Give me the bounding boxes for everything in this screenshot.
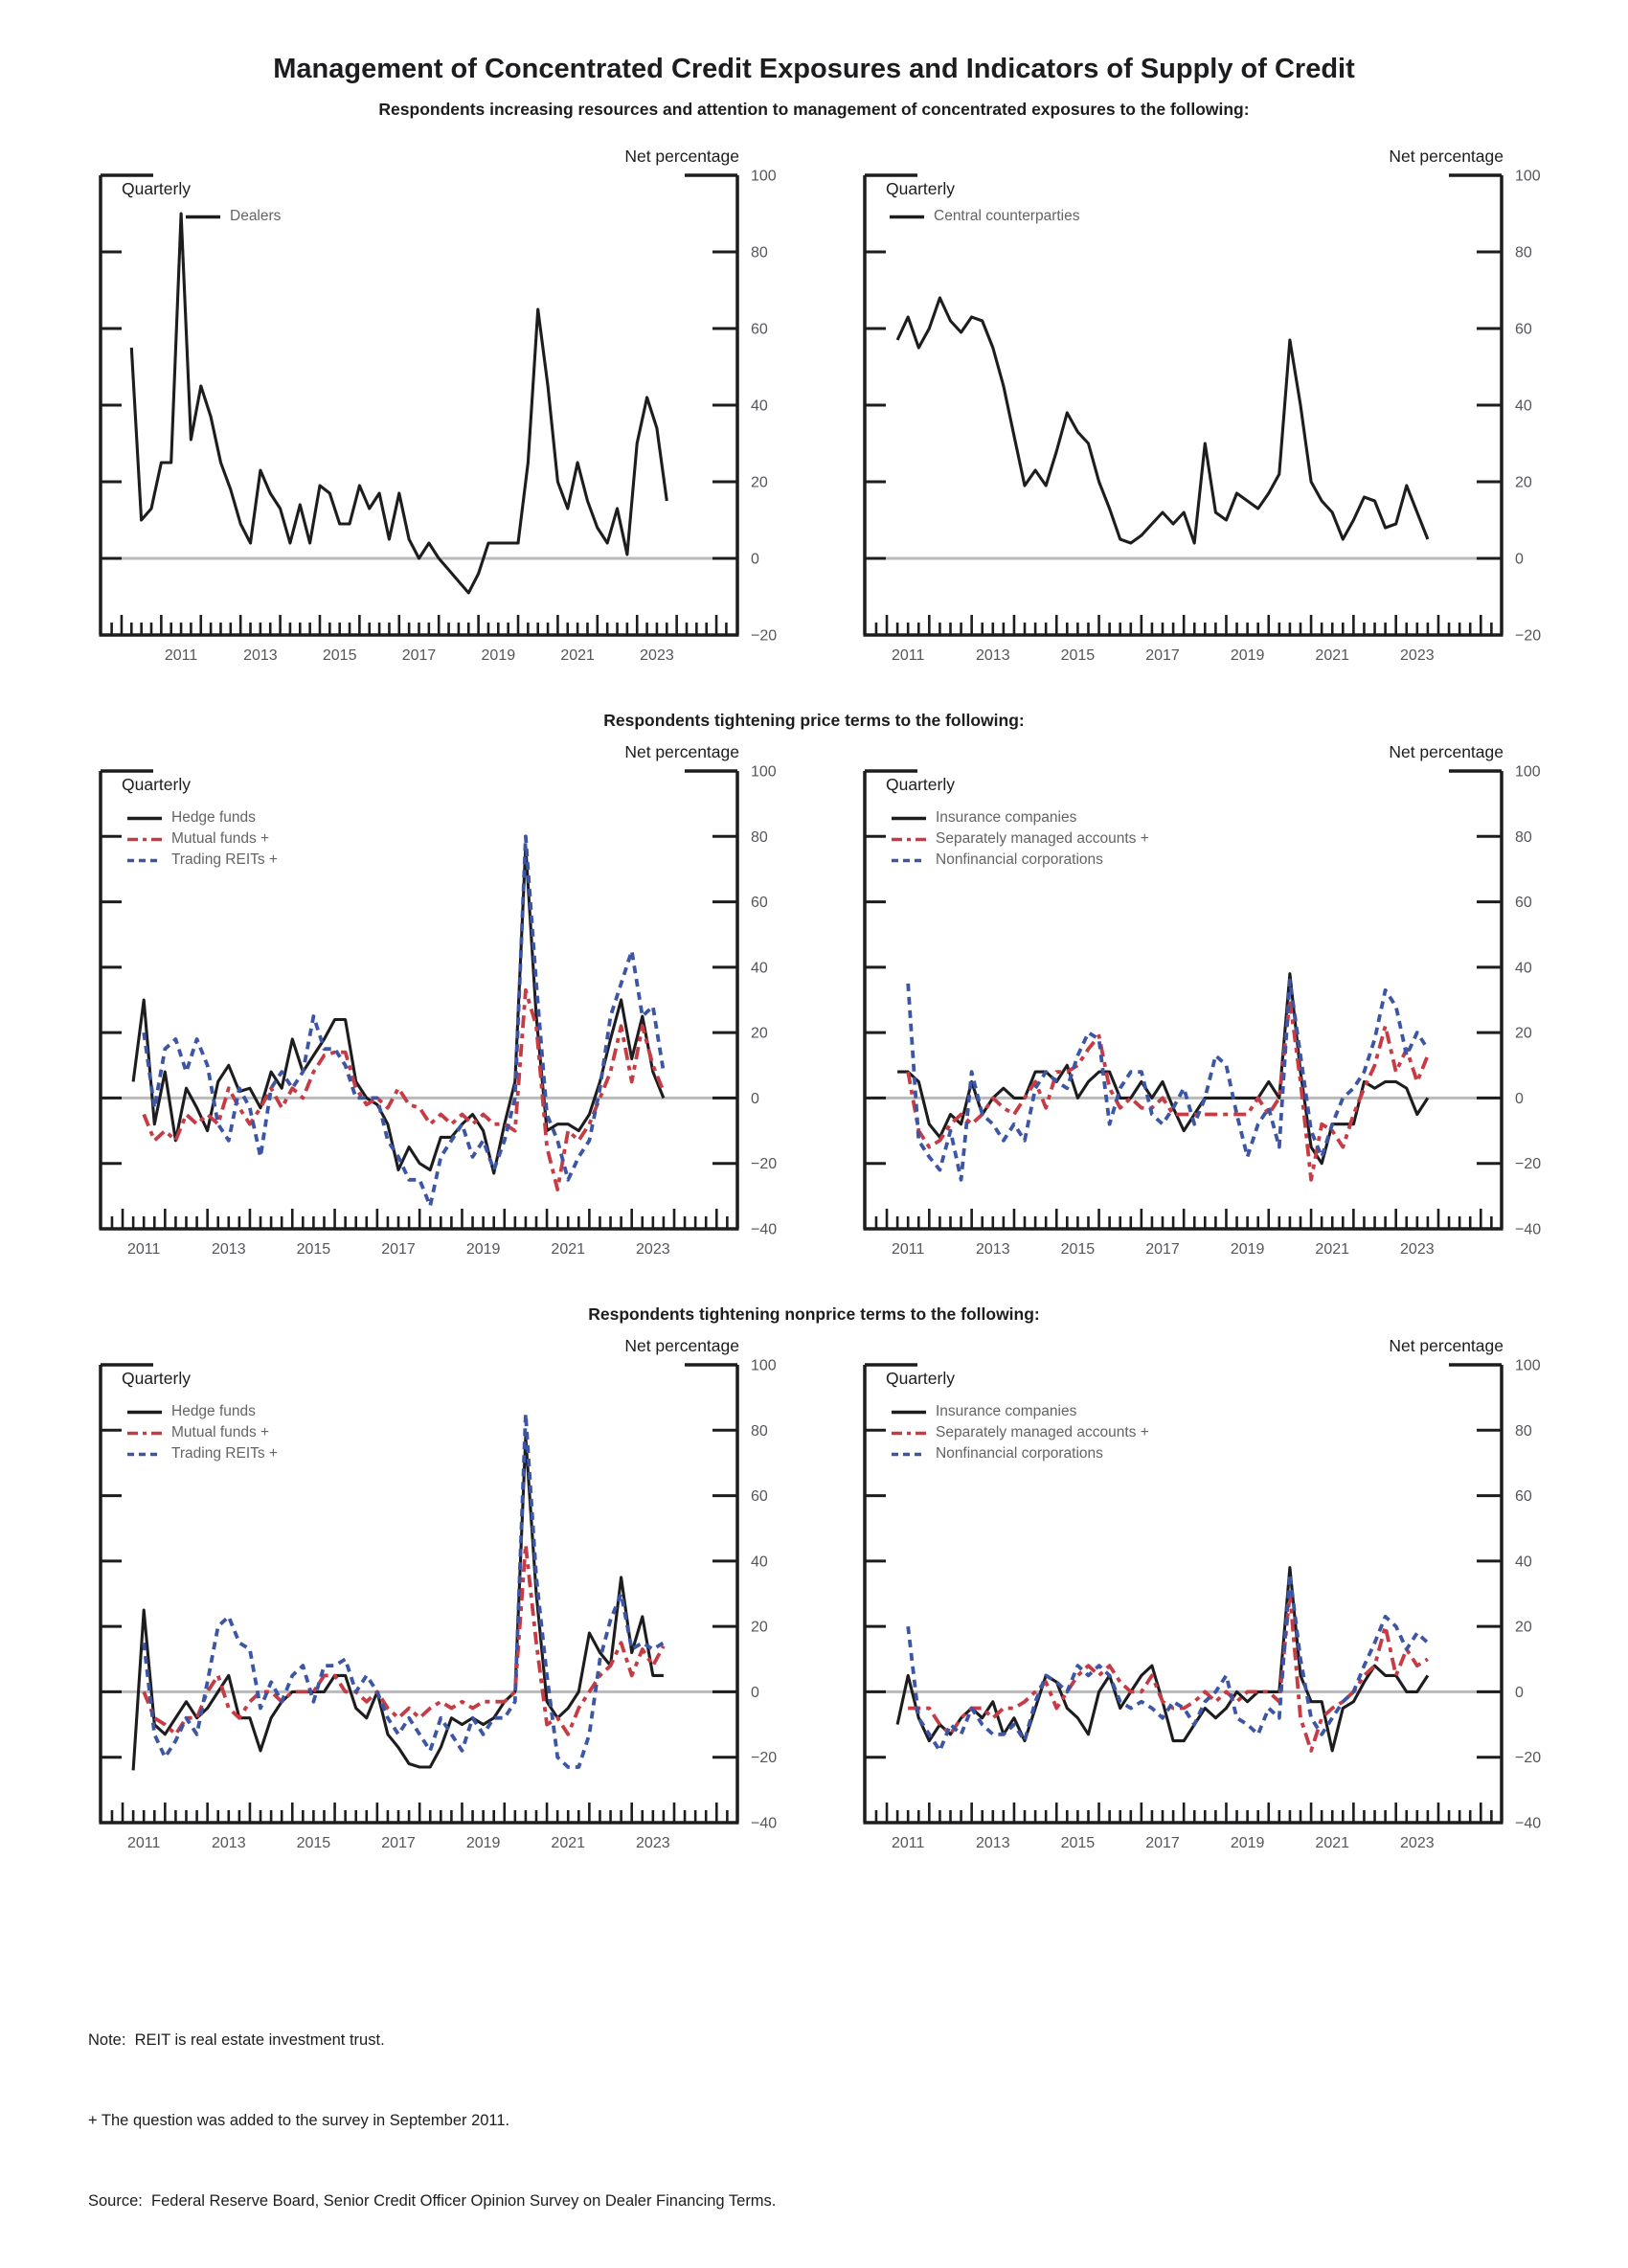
series-hedge-funds — [133, 847, 664, 1174]
svg-text:0: 0 — [751, 551, 759, 568]
series-insurance-companies — [897, 1568, 1428, 1751]
svg-text:0: 0 — [751, 1684, 759, 1701]
legend-label: Trading REITs + — [171, 851, 278, 868]
axis-title: Net percentage — [1389, 1336, 1504, 1355]
legend-label: Nonfinancial corporations — [936, 851, 1103, 868]
series-central-counterparties — [897, 298, 1428, 543]
svg-text:60: 60 — [1515, 321, 1532, 338]
svg-text:2023: 2023 — [1400, 1835, 1435, 1851]
axis-title: Net percentage — [1389, 742, 1504, 761]
svg-text:2011: 2011 — [891, 1241, 925, 1258]
line-chart-canvas — [95, 1359, 841, 1872]
series-mutual-funds — [144, 1545, 664, 1735]
svg-text:40: 40 — [1515, 1554, 1532, 1571]
svg-text:60: 60 — [1515, 1488, 1532, 1506]
legend-label: Mutual funds + — [171, 1424, 270, 1440]
note-line: Source: Federal Reserve Board, Senior Credit Officer Opinion Survey on Dealer Financing Terms. — [88, 2192, 777, 2210]
frequency-label: Quarterly — [886, 1369, 955, 1388]
svg-text:40: 40 — [1515, 397, 1532, 415]
page-subtitle: Respondents increasing resources and attention to management of concentrated exposures to the following: — [378, 100, 1250, 119]
svg-text:60: 60 — [751, 895, 768, 912]
svg-text:40: 40 — [751, 1554, 768, 1571]
svg-text:2017: 2017 — [381, 1241, 416, 1258]
legend-label: Separately managed accounts + — [936, 1424, 1149, 1440]
svg-text:−20: −20 — [1515, 627, 1542, 645]
legend-label: Mutual funds + — [171, 830, 270, 847]
svg-text:40: 40 — [1515, 960, 1532, 977]
svg-text:0: 0 — [1515, 1090, 1524, 1107]
note-line: + The question was added to the survey in September 2011. — [88, 2112, 510, 2129]
svg-text:0: 0 — [751, 1090, 759, 1107]
svg-text:2015: 2015 — [296, 1835, 331, 1851]
svg-text:−40: −40 — [751, 1221, 778, 1238]
frequency-label: Quarterly — [122, 179, 191, 198]
legend-label: Hedge funds — [171, 809, 256, 826]
series-trading-reits — [144, 836, 664, 1206]
svg-text:80: 80 — [1515, 1422, 1532, 1440]
svg-text:60: 60 — [751, 1488, 768, 1506]
svg-text:2015: 2015 — [322, 647, 357, 664]
series-hedge-funds — [133, 1437, 664, 1770]
svg-text:60: 60 — [1515, 895, 1532, 912]
svg-text:80: 80 — [1515, 828, 1532, 846]
svg-text:0: 0 — [1515, 551, 1524, 568]
svg-text:2017: 2017 — [381, 1835, 416, 1851]
svg-text:2019: 2019 — [481, 647, 516, 664]
chart-nonprice-terms-funds — [95, 1317, 843, 1880]
svg-text:2021: 2021 — [1315, 1241, 1350, 1258]
svg-text:100: 100 — [751, 763, 777, 781]
svg-text:40: 40 — [751, 397, 768, 415]
svg-text:2021: 2021 — [551, 1835, 586, 1851]
line-chart-canvas — [859, 170, 1605, 685]
legend-label: Nonfinancial corporations — [936, 1445, 1103, 1462]
svg-text:0: 0 — [1515, 1684, 1524, 1701]
legend-label: Trading REITs + — [171, 1445, 278, 1462]
svg-text:2019: 2019 — [1230, 647, 1265, 664]
legend-label: Separately managed accounts + — [936, 830, 1149, 847]
svg-text:2019: 2019 — [1230, 1835, 1265, 1851]
svg-text:20: 20 — [751, 1619, 768, 1636]
svg-text:2021: 2021 — [551, 1241, 586, 1258]
svg-text:2013: 2013 — [212, 1835, 246, 1851]
axis-title: Net percentage — [624, 147, 739, 166]
svg-text:100: 100 — [751, 168, 777, 185]
svg-text:2023: 2023 — [636, 1241, 670, 1258]
line-chart-canvas — [859, 765, 1605, 1279]
svg-text:100: 100 — [1515, 763, 1541, 781]
chart-price-terms-funds — [95, 723, 843, 1286]
svg-text:2013: 2013 — [976, 647, 1010, 664]
legend-label: Central counterparties — [934, 208, 1080, 224]
svg-text:2023: 2023 — [1400, 1241, 1435, 1258]
svg-text:−40: −40 — [1515, 1815, 1542, 1832]
svg-text:80: 80 — [751, 1422, 768, 1440]
series-dealers — [131, 214, 667, 593]
svg-text:2013: 2013 — [243, 647, 278, 664]
note-line: Note: REIT is real estate investment trust. — [88, 2031, 385, 2049]
svg-text:2017: 2017 — [401, 647, 437, 664]
line-chart-canvas — [95, 170, 841, 685]
svg-text:60: 60 — [751, 321, 768, 338]
svg-text:2017: 2017 — [1145, 647, 1180, 664]
chart-nonprice-terms-institutions — [859, 1317, 1607, 1880]
svg-text:2015: 2015 — [296, 1241, 331, 1258]
svg-text:2017: 2017 — [1145, 1835, 1180, 1851]
section-heading-price-terms: Respondents tightening price terms to the following: — [603, 711, 1025, 730]
frequency-label: Quarterly — [122, 1369, 191, 1388]
svg-text:2017: 2017 — [1145, 1241, 1180, 1258]
series-separately-managed-accounts — [908, 1594, 1428, 1751]
svg-text:−20: −20 — [1515, 1750, 1542, 1767]
svg-text:−40: −40 — [1515, 1221, 1542, 1238]
svg-text:2023: 2023 — [636, 1835, 670, 1851]
svg-text:100: 100 — [1515, 1357, 1541, 1374]
svg-text:2013: 2013 — [976, 1835, 1010, 1851]
line-chart-canvas — [95, 765, 841, 1279]
svg-text:2015: 2015 — [1060, 647, 1096, 664]
frequency-label: Quarterly — [122, 775, 191, 794]
svg-text:2013: 2013 — [212, 1241, 246, 1258]
svg-text:−20: −20 — [751, 1750, 778, 1767]
legend-label: Dealers — [230, 208, 282, 224]
svg-text:2019: 2019 — [1230, 1241, 1265, 1258]
svg-text:2011: 2011 — [126, 1241, 161, 1258]
axis-title: Net percentage — [624, 742, 739, 761]
svg-text:−20: −20 — [1515, 1156, 1542, 1173]
svg-text:2011: 2011 — [164, 647, 198, 664]
axis-title: Net percentage — [624, 1336, 739, 1355]
svg-text:2013: 2013 — [976, 1241, 1010, 1258]
svg-text:2015: 2015 — [1060, 1241, 1096, 1258]
svg-text:80: 80 — [751, 244, 768, 261]
svg-text:2021: 2021 — [560, 647, 595, 664]
chart-central-counterparties — [859, 127, 1607, 692]
svg-text:2011: 2011 — [891, 1835, 925, 1851]
svg-text:80: 80 — [1515, 244, 1532, 261]
svg-text:2023: 2023 — [640, 647, 674, 664]
svg-text:−20: −20 — [751, 627, 778, 645]
svg-text:20: 20 — [1515, 1619, 1532, 1636]
svg-text:20: 20 — [751, 1025, 768, 1042]
svg-text:20: 20 — [1515, 474, 1532, 491]
svg-text:2019: 2019 — [465, 1241, 501, 1258]
svg-text:80: 80 — [751, 828, 768, 846]
svg-text:2019: 2019 — [465, 1835, 501, 1851]
svg-text:2023: 2023 — [1400, 647, 1435, 664]
svg-text:20: 20 — [1515, 1025, 1532, 1042]
svg-text:−20: −20 — [751, 1156, 778, 1173]
legend-label: Insurance companies — [936, 809, 1077, 826]
legend-label: Insurance companies — [936, 1403, 1077, 1419]
svg-text:40: 40 — [751, 960, 768, 977]
chart-dealers — [95, 127, 843, 692]
section-heading-nonprice-terms: Respondents tightening nonprice terms to the following: — [588, 1304, 1040, 1324]
axis-title: Net percentage — [1389, 147, 1504, 166]
footnotes — [88, 1973, 776, 2268]
svg-text:100: 100 — [751, 1357, 777, 1374]
svg-text:2011: 2011 — [891, 647, 925, 664]
svg-text:100: 100 — [1515, 168, 1541, 185]
frequency-label: Quarterly — [886, 179, 955, 198]
svg-text:2011: 2011 — [126, 1835, 161, 1851]
frequency-label: Quarterly — [886, 775, 955, 794]
svg-text:20: 20 — [751, 474, 768, 491]
svg-text:2021: 2021 — [1315, 647, 1350, 664]
page-title: Management of Concentrated Credit Exposures and Indicators of Supply of Credit — [273, 54, 1355, 84]
chart-price-terms-institutions — [859, 723, 1607, 1286]
svg-text:−40: −40 — [751, 1815, 778, 1832]
legend-label: Hedge funds — [171, 1403, 256, 1419]
line-chart-canvas — [859, 1359, 1605, 1872]
svg-text:2021: 2021 — [1315, 1835, 1350, 1851]
series-nonfinancial-corporations — [908, 981, 1428, 1180]
svg-text:2015: 2015 — [1060, 1835, 1096, 1851]
